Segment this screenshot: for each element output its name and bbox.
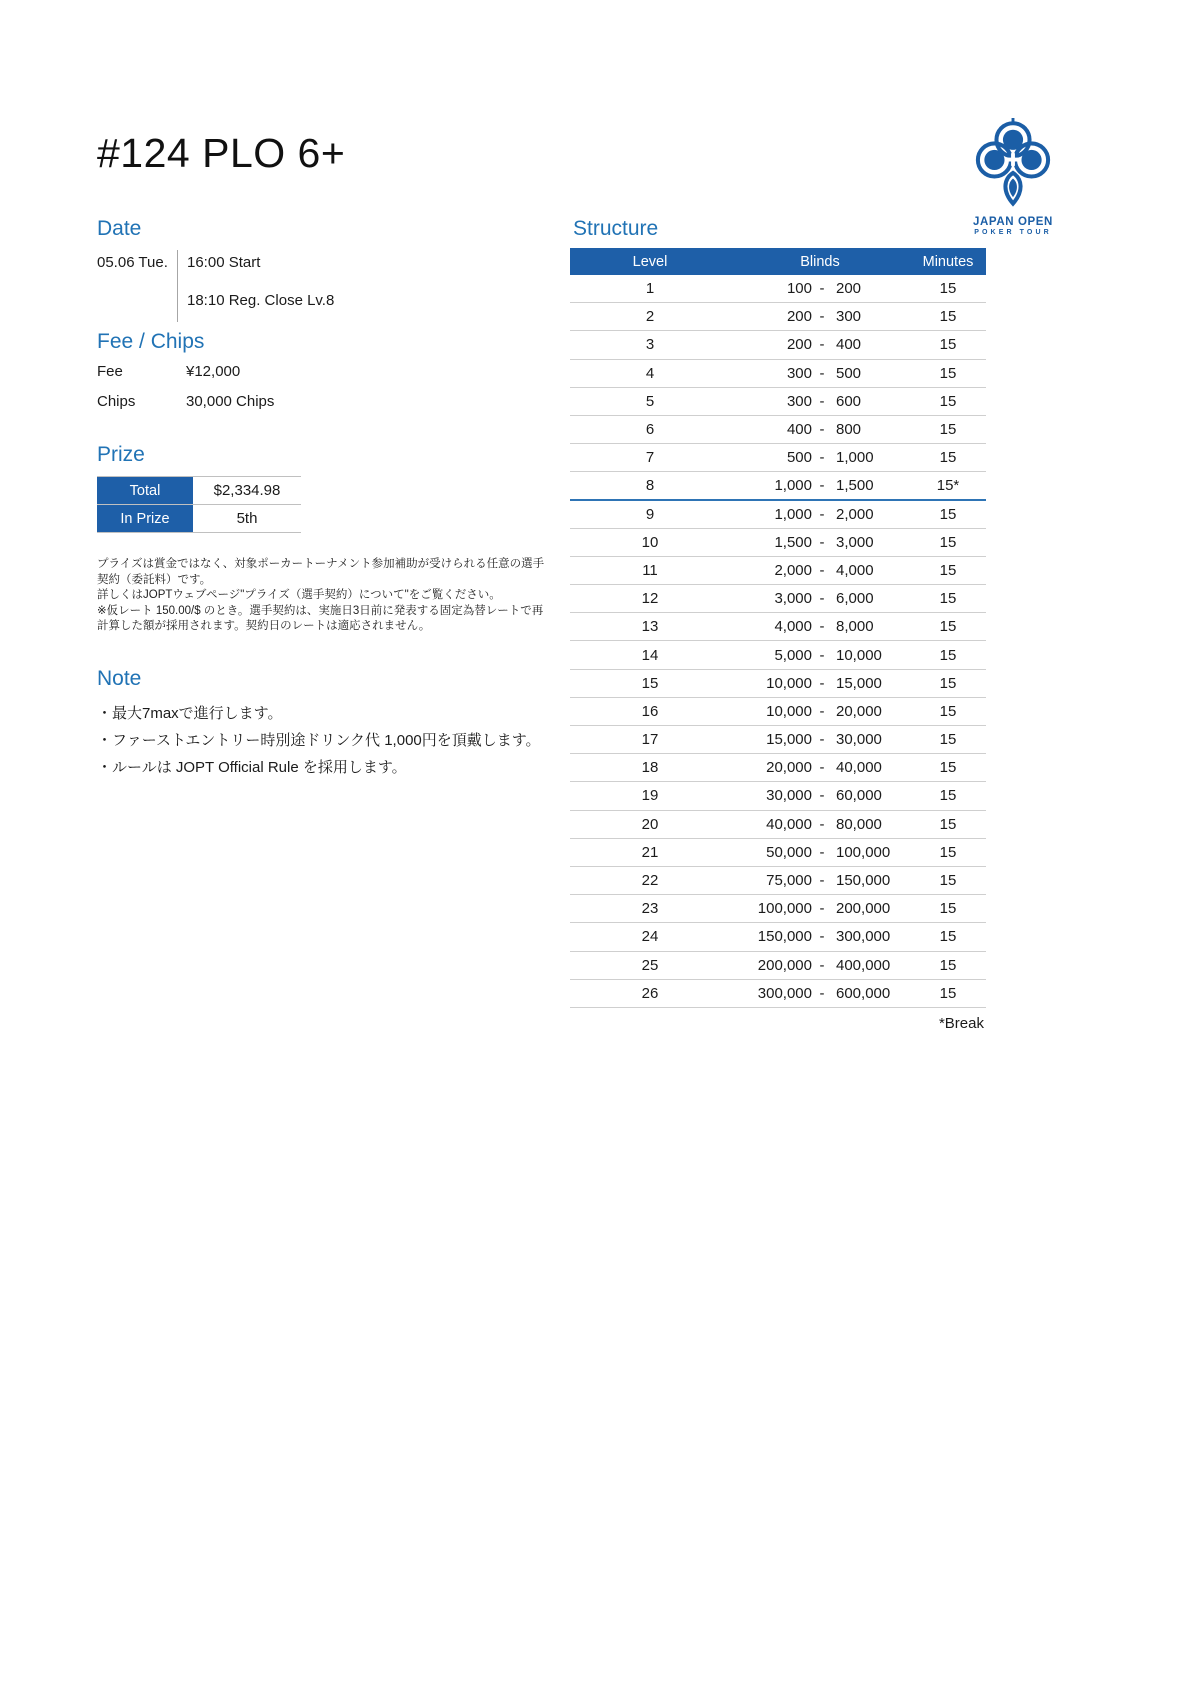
cell-level: 15 [641,674,659,692]
cell-minutes: 15 [939,280,957,298]
cell-small-blind: 15,000 [766,731,812,749]
clover-logo-icon [972,118,1054,210]
cell-small-blind: 2,000 [774,561,812,579]
note-section [97,667,541,781]
blinds-dash: - [819,533,825,551]
cell-small-blind: 1,000 [774,476,812,494]
structure-table-row [570,444,986,472]
cell-small-blind: 300,000 [757,984,812,1002]
structure-table-row [570,360,986,388]
structure-table-row [570,501,986,529]
disclaimer-paragraph: プライズは賞金ではなく、対象ポーカートーナメント参加補助が受けられる任意の選手契約（委託料）です。 [97,558,545,586]
fee-chips-value: 30,000 Chips [186,393,275,410]
cell-minutes: 15 [939,815,957,833]
blinds-dash: - [819,674,825,692]
cell-big-blind: 100,000 [836,843,891,861]
cell-level: 18 [641,759,659,777]
cell-minutes: 15 [939,336,957,354]
structure-table-row [570,811,986,839]
note-items [97,700,541,781]
structure-table-row [570,782,986,810]
blinds-dash: - [819,928,825,946]
cell-minutes: 15 [939,928,957,946]
cell-big-blind: 10,000 [836,646,882,664]
cell-big-blind: 500 [836,364,862,382]
blinds-dash: - [819,476,825,494]
cell-big-blind: 300,000 [836,928,891,946]
cell-small-blind: 1,000 [774,505,812,523]
blinds-dash: - [819,364,825,382]
cell-level: 7 [645,449,655,467]
cell-minutes: 15 [939,731,957,749]
cell-small-blind: 100,000 [757,900,812,918]
cell-big-blind: 600,000 [836,984,891,1002]
structure-table-row [570,867,986,895]
cell-level: 3 [645,336,655,354]
prize-row-label: In Prize [97,505,193,532]
cell-level: 11 [642,561,658,579]
logo-text-line1: JAPAN OPEN [973,216,1053,228]
cell-level: 10 [641,533,659,551]
date-value: 05.06 Tue. [97,254,168,271]
blinds-dash: - [819,731,825,749]
cell-small-blind: 10,000 [766,702,812,720]
cell-minutes: 15 [939,533,957,551]
column-header-blinds: Blinds [800,253,840,270]
cell-small-blind: 100 [786,280,812,298]
date-time-entry: 18:10 Reg. Close Lv.8 [187,292,335,309]
disclaimer-paragraph: 詳しくはJOPTウェブページ"プライズ（選手契約）について"をご覧ください。 [97,589,501,601]
prize-heading: Prize [97,443,145,466]
prize-disclaimer [97,557,551,635]
prize-row-value: 5th [236,510,258,527]
cell-small-blind: 5,000 [774,646,812,664]
cell-level: 17 [641,731,659,749]
prize-section [97,443,301,533]
cell-small-blind: 30,000 [766,787,812,805]
cell-minutes: 15 [939,421,957,439]
structure-table-row [570,698,986,726]
blinds-dash: - [819,646,825,664]
cell-level: 23 [641,900,659,918]
cell-minutes: 15 [939,984,957,1002]
cell-big-blind: 150,000 [836,872,891,890]
cell-minutes: 15 [939,646,957,664]
cell-minutes: 15 [939,449,957,467]
break-footnote: *Break [938,1014,984,1032]
cell-minutes: 15 [939,392,957,410]
blinds-dash: - [819,590,825,608]
blinds-dash: - [819,561,825,579]
fee-chips-rows [97,363,274,423]
cell-minutes: 15 [939,308,957,326]
date-heading: Date [97,217,142,240]
cell-minutes: 15 [939,900,957,918]
structure-table-row [570,952,986,980]
blinds-dash: - [819,787,825,805]
note-item: ・ルールは JOPT Official Rule を採用します。 [97,759,407,776]
cell-level: 20 [641,815,659,833]
cell-small-blind: 40,000 [766,815,812,833]
blinds-dash: - [819,900,825,918]
cell-level: 8 [645,476,655,494]
blinds-dash: - [819,815,825,833]
cell-level: 6 [645,421,655,439]
cell-small-blind: 20,000 [766,759,812,777]
cell-level: 2 [645,308,655,326]
blinds-dash: - [819,392,825,410]
structure-heading: Structure [573,217,659,240]
column-header-minutes: Minutes [922,253,974,270]
cell-level: 26 [641,984,659,1002]
prize-row [97,505,301,533]
cell-level: 14 [641,646,659,664]
page-title: #124 PLO 6+ [97,130,346,176]
blinds-dash: - [819,336,825,354]
cell-minutes: 15 [939,702,957,720]
blinds-dash: - [819,984,825,1002]
cell-small-blind: 200,000 [757,956,812,974]
cell-small-blind: 200 [786,336,812,354]
cell-big-blind: 200 [836,280,862,298]
cell-level: 21 [641,843,659,861]
cell-level: 9 [645,505,655,523]
cell-level: 25 [641,956,659,974]
cell-small-blind: 500 [786,449,812,467]
structure-table-row [570,388,986,416]
cell-big-blind: 3,000 [836,533,874,551]
note-heading: Note [97,667,142,690]
disclaimer-paragraph: ※仮レート 150.00/$ のとき。選手契約は、実施日3日前に発表する固定為替レートで再計算した額が採用されます。契約日のレートは適応されません。 [97,604,544,632]
blinds-dash: - [819,280,825,298]
date-time-entry: 16:00 Start [187,254,261,271]
cell-level: 24 [641,928,659,946]
date-times [178,248,334,330]
blinds-dash: - [819,843,825,861]
cell-big-blind: 200,000 [836,900,891,918]
cell-big-blind: 1,500 [836,476,874,494]
column-header-level: Level [632,253,668,270]
cell-minutes: 15 [939,787,957,805]
cell-level: 16 [641,702,659,720]
note-item: ・最大7maxで進行します。 [97,705,283,722]
cell-big-blind: 15,000 [836,674,882,692]
cell-big-blind: 300 [836,308,862,326]
prize-row-value: $2,334.98 [213,482,281,499]
cell-small-blind: 150,000 [757,928,812,946]
blinds-dash: - [819,702,825,720]
structure-table-row [570,726,986,754]
structure-table-row [570,670,986,698]
cell-big-blind: 40,000 [836,759,882,777]
cell-small-blind: 200 [786,308,812,326]
structure-table [570,248,986,1032]
cell-minutes: 15 [939,364,957,382]
structure-table-row [570,923,986,951]
date-section [97,217,334,330]
blinds-dash: - [819,618,825,636]
fee-chips-label: Chips [97,393,136,410]
cell-minutes: 15 [939,956,957,974]
cell-big-blind: 1,000 [836,449,874,467]
cell-minutes: 15 [939,872,957,890]
cell-small-blind: 50,000 [766,843,812,861]
cell-small-blind: 75,000 [766,872,812,890]
cell-small-blind: 3,000 [774,590,812,608]
cell-level: 22 [641,872,659,890]
cell-big-blind: 4,000 [836,561,874,579]
structure-table-row [570,895,986,923]
structure-table-row [570,416,986,444]
prize-table [97,476,301,533]
cell-minutes: 15* [936,476,960,494]
cell-big-blind: 20,000 [836,702,882,720]
cell-big-blind: 60,000 [836,787,882,805]
cell-minutes: 15 [939,843,957,861]
cell-big-blind: 6,000 [836,590,874,608]
blinds-dash: - [819,421,825,439]
cell-minutes: 15 [939,561,957,579]
cell-level: 1 [645,280,655,298]
cell-level: 5 [645,392,655,410]
cell-small-blind: 4,000 [774,618,812,636]
fee-chips-heading: Fee / Chips [97,330,205,353]
blinds-dash: - [819,872,825,890]
cell-big-blind: 400,000 [836,956,891,974]
cell-small-blind: 10,000 [766,674,812,692]
cell-minutes: 15 [939,759,957,777]
fee-chips-section [97,330,274,423]
structure-table-row [570,585,986,613]
structure-table-header [570,248,986,275]
cell-minutes: 15 [939,674,957,692]
cell-level: 19 [641,787,659,805]
structure-table-row [570,839,986,867]
cell-level: 12 [641,590,659,608]
cell-minutes: 15 [939,590,957,608]
structure-section [570,217,986,1032]
date-row [97,248,334,330]
cell-level: 4 [645,364,655,382]
blinds-dash: - [819,308,825,326]
structure-table-row [570,980,986,1008]
cell-small-blind: 300 [786,392,812,410]
cell-big-blind: 600 [836,392,862,410]
cell-big-blind: 80,000 [836,815,882,833]
structure-table-row [570,303,986,331]
cell-big-blind: 400 [836,336,862,354]
structure-table-row [570,641,986,669]
cell-small-blind: 1,500 [774,533,812,551]
fee-chips-row [97,363,274,393]
prize-row-label: Total [97,477,193,504]
structure-table-body [570,275,986,1008]
cell-big-blind: 2,000 [836,505,874,523]
blinds-dash: - [819,956,825,974]
blinds-dash: - [819,449,825,467]
structure-table-row [570,557,986,585]
fee-chips-label: Fee [97,363,123,380]
structure-table-row [570,529,986,557]
structure-table-row [570,331,986,359]
logo-text-line2: POKER TOUR [974,229,1052,236]
note-item: ・ファーストエントリー時別途ドリンク代 1,000円を頂戴します。 [97,732,541,749]
cell-minutes: 15 [939,618,957,636]
cell-minutes: 15 [939,505,957,523]
prize-row [97,477,301,505]
structure-table-row [570,275,986,303]
fee-chips-value: ¥12,000 [186,363,241,380]
fee-chips-row [97,393,274,423]
cell-big-blind: 800 [836,421,862,439]
cell-small-blind: 400 [786,421,812,439]
structure-table-row [570,472,986,500]
blinds-dash: - [819,759,825,777]
structure-table-row [570,754,986,782]
cell-level: 13 [641,618,659,636]
blinds-dash: - [819,505,825,523]
structure-table-row [570,613,986,641]
cell-big-blind: 8,000 [836,618,874,636]
cell-big-blind: 30,000 [836,731,882,749]
cell-small-blind: 300 [786,364,812,382]
